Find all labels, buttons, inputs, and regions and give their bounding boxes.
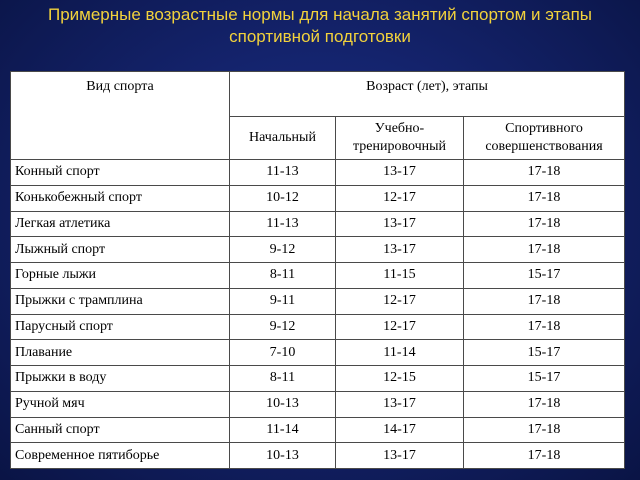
cell-sport: Конный спорт [11,160,230,186]
cell-improvement: 15-17 [464,366,625,392]
cell-initial: 9-12 [230,314,336,340]
cell-training: 13-17 [336,160,464,186]
cell-training: 12-17 [336,185,464,211]
cell-training: 13-17 [336,391,464,417]
table-row [11,185,625,211]
table-row [11,237,625,263]
table-row [11,263,625,289]
header-stage-training: Учебно-тренировочный [336,117,464,160]
table-row [11,314,625,340]
table-row [11,366,625,392]
slide-title-line1: Примерные возрастные нормы для начала занятий спортом и этапы [47,5,593,24]
cell-sport: Горные лыжи [11,263,230,289]
header-stage-improvement: Спортивного совершенствования [464,117,625,160]
cell-improvement: 17-18 [464,443,625,469]
cell-sport: Ручной мяч [11,391,230,417]
cell-improvement: 15-17 [464,263,625,289]
cell-improvement: 17-18 [464,160,625,186]
cell-initial: 11-13 [230,160,336,186]
cell-sport: Лыжный спорт [11,237,230,263]
cell-sport: Прыжки в воду [11,366,230,392]
cell-initial: 11-13 [230,211,336,237]
cell-sport: Парусный спорт [11,314,230,340]
cell-sport: Санный спорт [11,417,230,443]
cell-initial: 9-12 [230,237,336,263]
cell-training: 12-17 [336,288,464,314]
table-row [11,417,625,443]
cell-initial: 10-13 [230,391,336,417]
age-norms-table [10,71,625,469]
cell-training: 12-15 [336,366,464,392]
cell-training: 13-17 [336,443,464,469]
cell-improvement: 17-18 [464,417,625,443]
cell-initial: 9-11 [230,288,336,314]
cell-initial: 8-11 [230,366,336,392]
cell-improvement: 17-18 [464,391,625,417]
table-row [11,211,625,237]
table-body [11,160,625,469]
age-norms-table-container [10,71,624,468]
cell-improvement: 17-18 [464,288,625,314]
slide-title [0,4,640,48]
cell-improvement: 17-18 [464,314,625,340]
cell-sport: Конькобежный спорт [11,185,230,211]
cell-improvement: 17-18 [464,185,625,211]
cell-sport: Легкая атлетика [11,211,230,237]
cell-improvement: 15-17 [464,340,625,366]
table-header-row [11,72,625,117]
cell-training: 14-17 [336,417,464,443]
cell-training: 13-17 [336,211,464,237]
slide-title-line2: спортивной подготовки [229,27,411,46]
table-row [11,160,625,186]
cell-initial: 10-13 [230,443,336,469]
cell-training: 12-17 [336,314,464,340]
cell-initial: 11-14 [230,417,336,443]
cell-training: 13-17 [336,237,464,263]
cell-sport: Современное пятиборье [11,443,230,469]
table-row [11,391,625,417]
cell-sport: Плавание [11,340,230,366]
cell-sport: Прыжки с трамплина [11,288,230,314]
header-stage-initial: Начальный [230,117,336,160]
cell-training: 11-14 [336,340,464,366]
header-sport: Вид спорта [11,72,230,160]
cell-initial: 8-11 [230,263,336,289]
cell-initial: 7-10 [230,340,336,366]
table-row [11,288,625,314]
cell-training: 11-15 [336,263,464,289]
table-row [11,340,625,366]
cell-improvement: 17-18 [464,211,625,237]
header-age-stages: Возраст (лет), этапы [230,72,625,117]
table-row [11,443,625,469]
cell-improvement: 17-18 [464,237,625,263]
cell-initial: 10-12 [230,185,336,211]
